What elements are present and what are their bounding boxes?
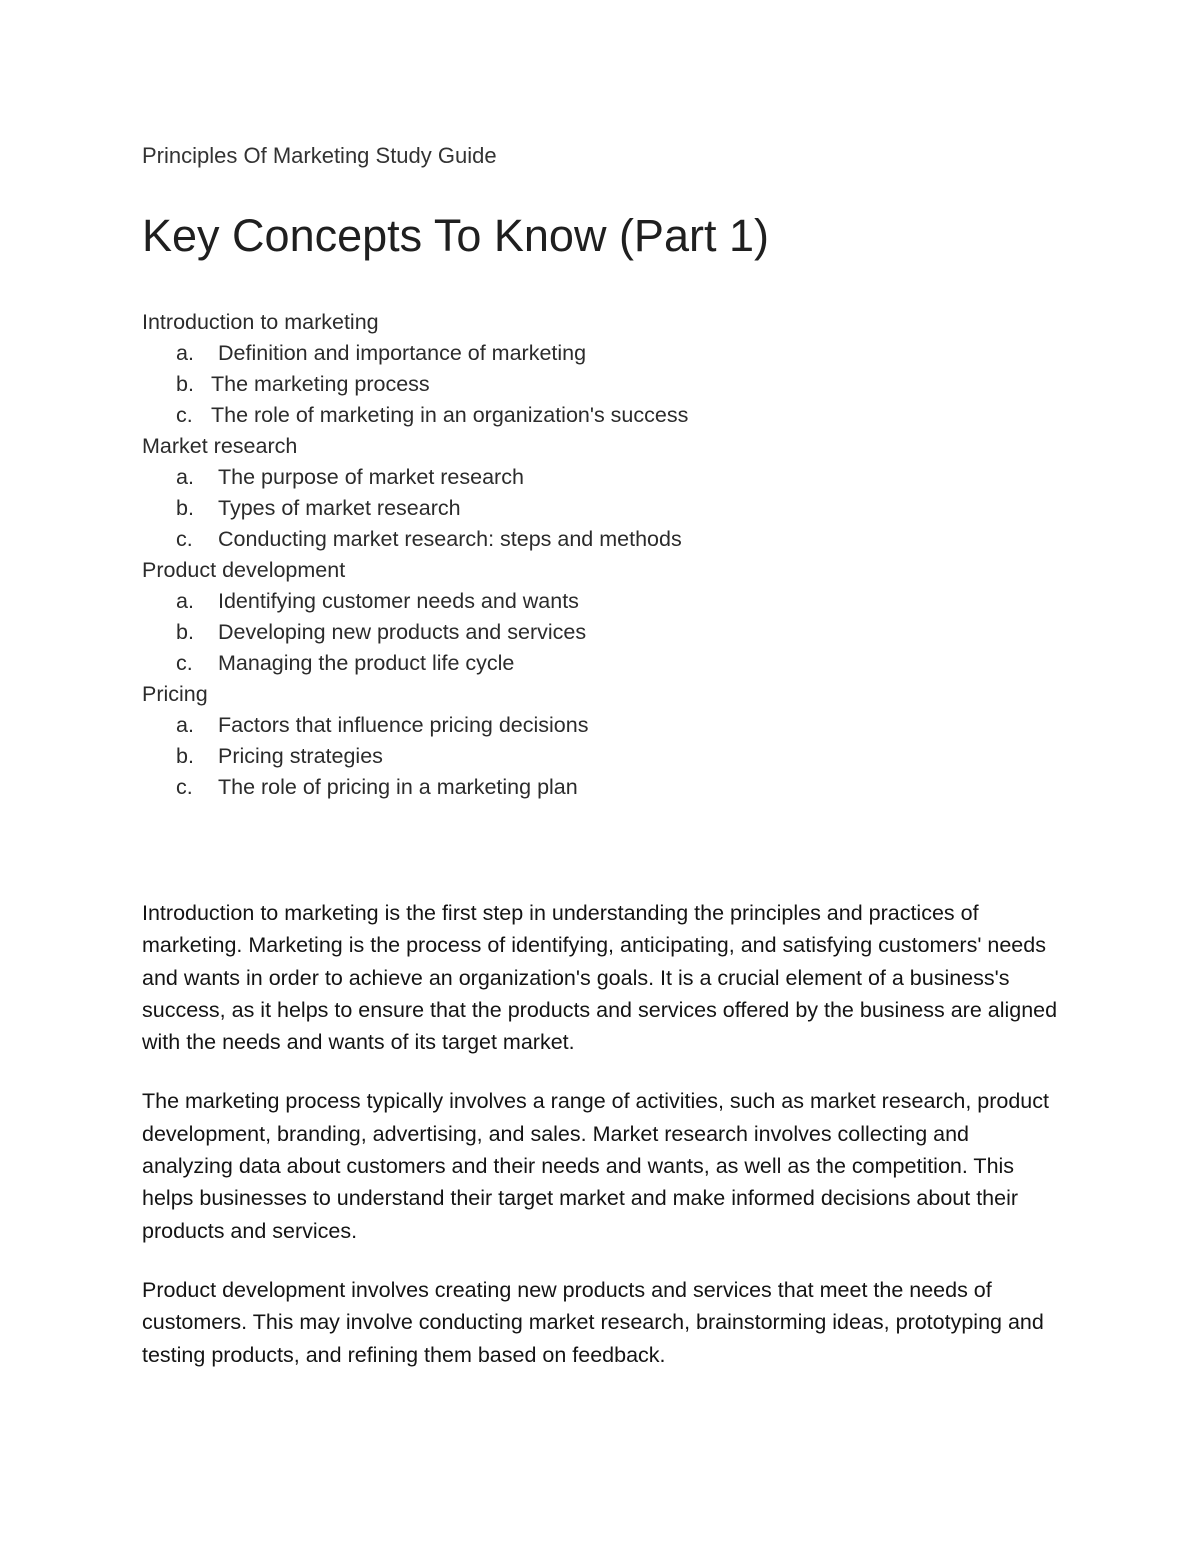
- sub-topic-text: The purpose of market research: [218, 465, 524, 489]
- section-heading: Product development: [142, 558, 346, 582]
- list-marker: c.: [176, 403, 193, 427]
- sub-topic-item: [142, 462, 1102, 493]
- sub-topic-item: [142, 493, 1102, 524]
- list-marker: a.: [176, 713, 194, 737]
- section-heading: Pricing: [142, 682, 208, 706]
- document-subtitle: Principles Of Marketing Study Guide: [142, 143, 497, 168]
- sub-topic-text: Types of market research: [218, 496, 461, 520]
- sub-topic-text: The role of marketing in an organization's success: [211, 403, 689, 427]
- section-heading: Market research: [142, 434, 298, 458]
- outline-section: [142, 307, 1102, 431]
- topic-outline: [142, 307, 1102, 803]
- sub-topic-item: [142, 524, 1102, 555]
- sub-topic-list: [142, 586, 1102, 679]
- sub-topic-text: Identifying customer needs and wants: [218, 589, 579, 613]
- outline-section: [142, 679, 1102, 803]
- section-heading: Introduction to marketing: [142, 310, 379, 334]
- sub-topic-item: [142, 586, 1102, 617]
- sub-topic-text: The marketing process: [211, 372, 430, 396]
- list-marker: c.: [176, 651, 193, 675]
- sub-topic-text: Conducting market research: steps and methods: [218, 527, 682, 551]
- sub-topic-text: The role of pricing in a marketing plan: [218, 775, 578, 799]
- sub-topic-text: Factors that influence pricing decisions: [218, 713, 589, 737]
- sub-topic-list: [142, 338, 1102, 431]
- sub-topic-text: Managing the product life cycle: [218, 651, 515, 675]
- list-marker: a.: [176, 341, 194, 365]
- sub-topic-list: [142, 462, 1102, 555]
- sub-topic-text: Developing new products and services: [218, 620, 587, 644]
- list-marker: c.: [176, 527, 193, 551]
- document-title: Key Concepts To Know (Part 1): [142, 210, 769, 261]
- sub-topic-item: [142, 400, 1102, 431]
- sub-topic-item: [142, 369, 1102, 400]
- list-marker: b.: [176, 620, 194, 644]
- sub-topic-list: [142, 710, 1102, 803]
- body-paragraph: Introduction to marketing is the first step in understanding the principles and practices of marketing. Marketing is the process of identifying, anticipating, and satisfying customers' needs and wants in order to achieve an organization's goals. It is a crucial element of a business's success, as it helps to ensure that the products and services offered by the business are aligned with the needs and wants of its target market.: [142, 901, 1058, 1055]
- list-marker: c.: [176, 775, 193, 799]
- outline-section: [142, 555, 1102, 679]
- body-text: [142, 897, 1062, 1398]
- sub-topic-text: Definition and importance of marketing: [218, 341, 587, 365]
- list-marker: b.: [176, 372, 194, 396]
- sub-topic-item: [142, 617, 1102, 648]
- sub-topic-item: [142, 338, 1102, 369]
- sub-topic-text: Pricing strategies: [218, 744, 383, 768]
- outline-section: [142, 431, 1102, 555]
- list-marker: b.: [176, 744, 194, 768]
- list-marker: b.: [176, 496, 194, 520]
- list-marker: a.: [176, 465, 194, 489]
- sub-topic-item: [142, 648, 1102, 679]
- sub-topic-item: [142, 772, 1102, 803]
- list-marker: a.: [176, 589, 194, 613]
- sub-topic-item: [142, 710, 1102, 741]
- body-paragraph: Product development involves creating new products and services that meet the needs of customers. This may involve conducting market research, brainstorming ideas, prototyping and testing products, and refining them based on feedback.: [142, 1277, 1044, 1367]
- sub-topic-item: [142, 741, 1102, 772]
- body-paragraph: The marketing process typically involves a range of activities, such as market research, product development, branding, advertising, and sales. Market research involves collecting and analyzing data about customers and their needs and wants, as well as the competition. This helps businesses to understand their target market and make informed decisions about their products and services.: [142, 1089, 1049, 1243]
